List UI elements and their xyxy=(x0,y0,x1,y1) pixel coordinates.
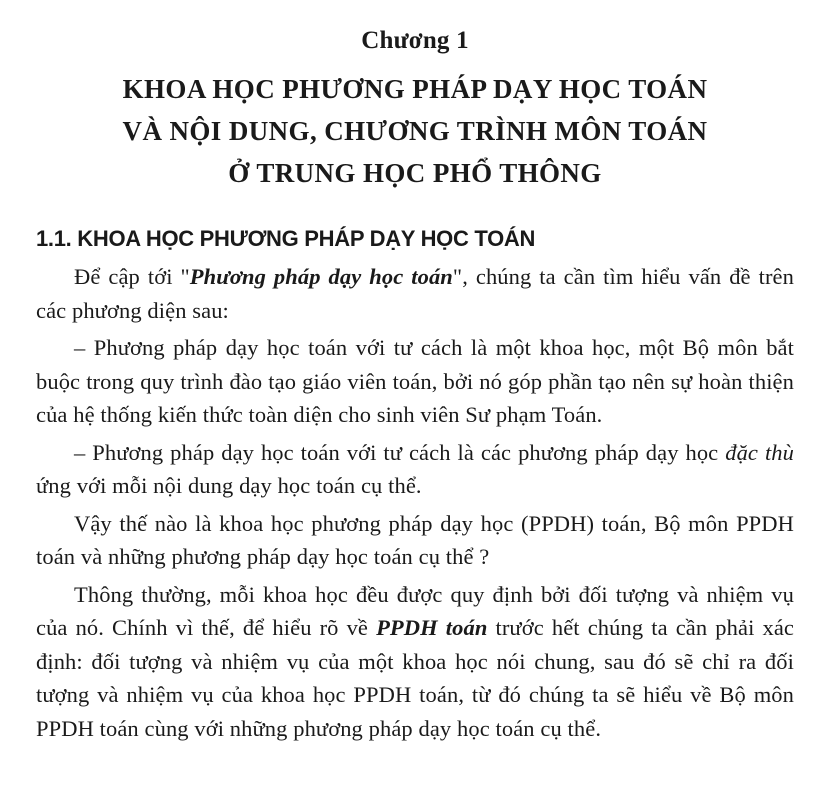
paragraph-1 xyxy=(36,260,794,327)
chapter-title-line-3: Ở TRUNG HỌC PHỔ THÔNG xyxy=(228,158,602,188)
paragraph-5-emphasis: PPDH toán xyxy=(376,615,488,640)
paragraph-1-emphasis: Phương pháp dạy học toán xyxy=(189,264,453,289)
chapter-title xyxy=(36,68,794,194)
chapter-label: Chương 1 xyxy=(361,27,469,54)
paragraph-1-text-end: ", chúng ta cần tìm hiểu vấn đề trên các phương diện sau: xyxy=(36,264,794,323)
paragraph-5 xyxy=(36,578,794,746)
paragraph-2: – Phương pháp dạy học toán với tư cách là một khoa học, một Bộ môn bắt buộc trong quy trình đào tạo giáo viên toán, bởi nó góp phần tạo nên sự hoàn thiện của hệ thống kiến thức toàn diện cho sinh viên Sư phạm Toán. xyxy=(36,335,794,427)
chapter-title-line-1: KHOA HỌC PHƯƠNG PHÁP DẠY HỌC TOÁN xyxy=(122,74,708,104)
paragraph-5-text-start: Thông thường, mỗi khoa học đều được quy định bởi đối tượng và nhiệm vụ của nó. Chính vì thế, để hiểu rõ về xyxy=(36,581,794,640)
chapter-title-line-2: VÀ NỘI DUNG, CHƯƠNG TRÌNH MÔN TOÁN xyxy=(122,116,708,146)
paragraph-5-text-end: trước hết chúng ta cần phải xác định: đối tượng và nhiệm vụ của một khoa học nói chung, sau đó sẽ chỉ ra đối tượng và nhiệm vụ của khoa học PPDH toán, từ đó chúng ta sẽ hiểu về Bộ môn PPDH toán cùng với những phương pháp dạy học toán cụ thể. xyxy=(36,615,795,741)
paragraph-4: Vậy thế nào là khoa học phương pháp dạy học (PPDH) toán, Bộ môn PPDH toán và những phương pháp dạy học toán cụ thể ? xyxy=(36,510,794,569)
paragraph-3-text-start: – Phương pháp dạy học toán với tư cách là các phương pháp dạy học xyxy=(74,439,726,465)
paragraph-3-text-end: ứng với mỗi nội dung dạy học toán cụ thể. xyxy=(36,473,422,498)
section-heading: 1.1. KHOA HỌC PHƯƠNG PHÁP DẠY HỌC TOÁN xyxy=(36,226,536,251)
paragraph-3 xyxy=(36,436,794,503)
paragraph-3-emphasis: đặc thù xyxy=(725,439,794,465)
paragraph-1-text-start: Để cập tới " xyxy=(74,264,190,289)
